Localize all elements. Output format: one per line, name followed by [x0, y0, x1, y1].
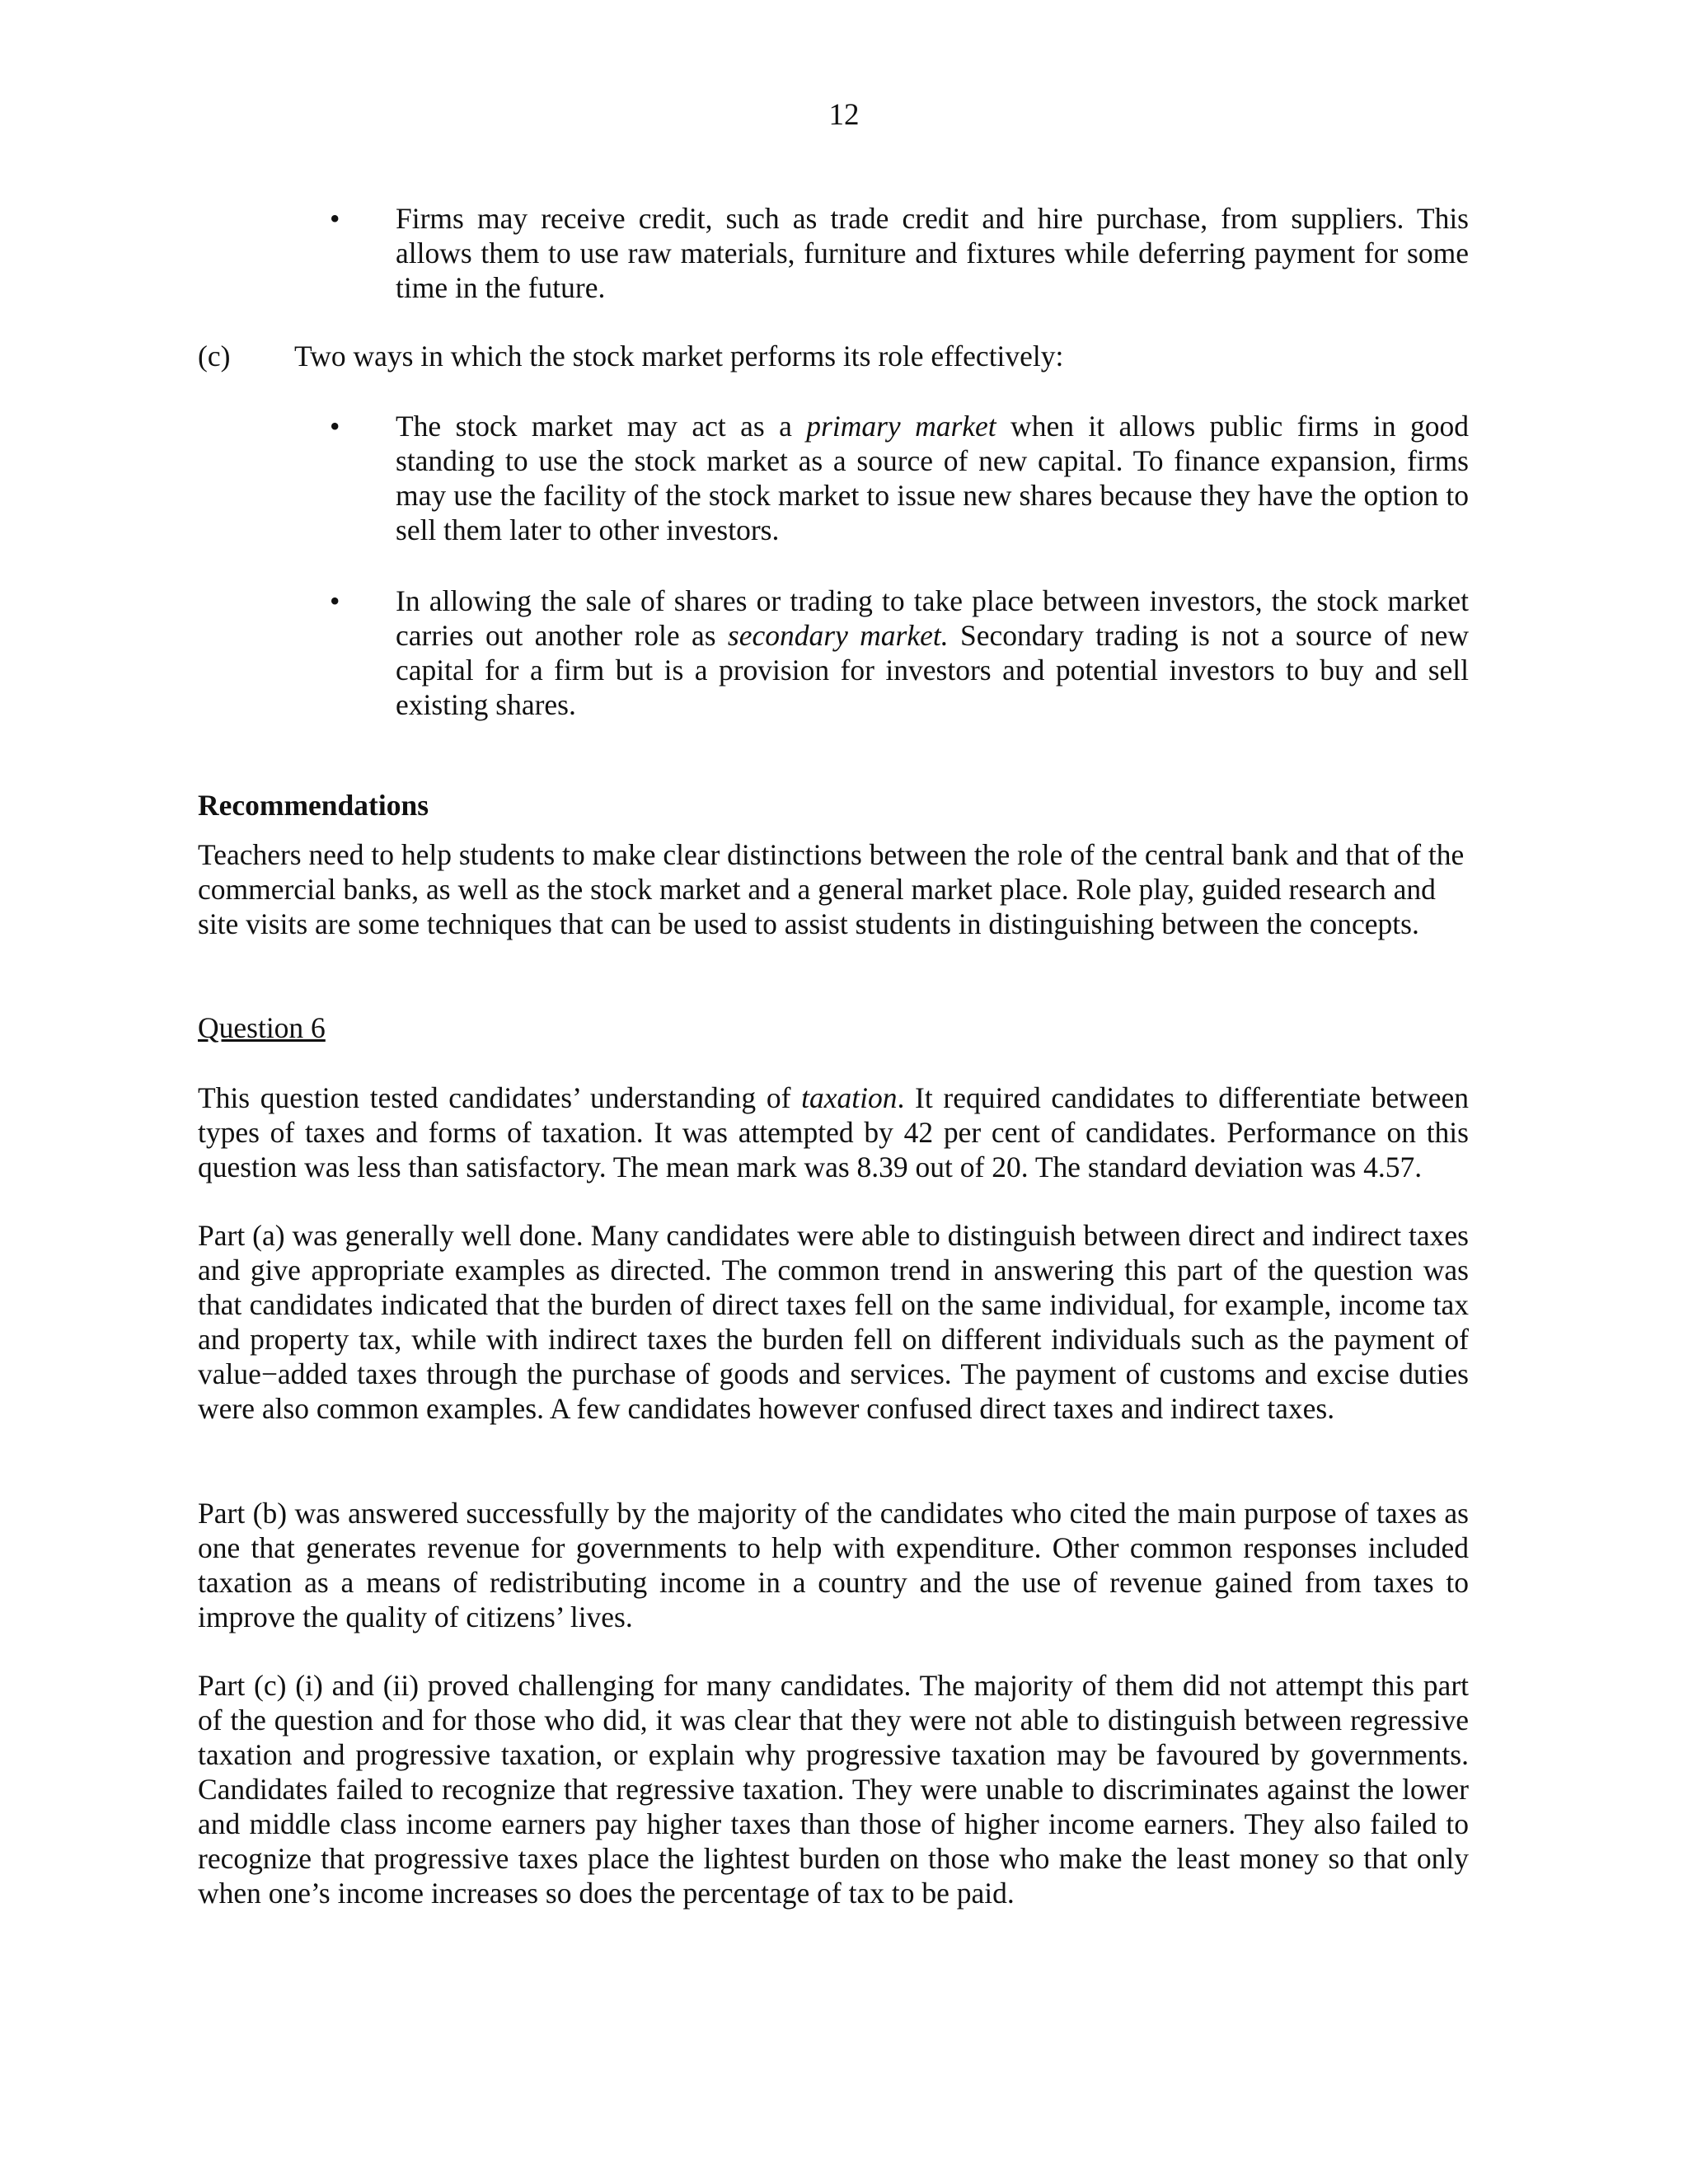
recommendations-body: Teachers need to help students to make clear distinctions between the role of the central bank and that of the commercial banks, as well as the stock market and a general market place. Role play, guided research and site visits are some techniques that can be used to assist students in distinguishing between the concepts. [198, 838, 1465, 940]
primary-market-bullet [396, 409, 1469, 547]
part-c-label: (c) [198, 340, 231, 373]
intro-text-pre: This question tested candidates’ understanding of [198, 1081, 802, 1114]
page-number: 12 [828, 98, 860, 132]
question-6-intro [198, 1080, 1469, 1184]
term-taxation: taxation [801, 1081, 898, 1114]
secondary-market-bullet [396, 583, 1469, 722]
part-b-paragraph: Part (b) was answered successfully by the majority of the candidates who cited the main purpose of taxes as one that generates revenue for governments to help with expenditure. Other common responses included taxation as a means of redistributing income in a country and the use of revenue gained from taxes to improve the quality of citizens’ lives. [198, 1497, 1469, 1633]
bullet-text-post: when it allows public firms in good standing to use the stock market as a source of new capital. To finance expansion, firms may use the facility of the stock market to issue new shares because they have the option to sell them later to other investors. [396, 410, 1470, 546]
part-c-paragraph: Part (c) (i) and (ii) proved challenging for many candidates. The majority of them did not attempt this part of the question and for those who did, it was clear that they were not able to distinguish between regressive taxation and progressive taxation, or explain why progressive taxation may be favoured by governments. Candidates failed to recognize that regressive taxation. They were unable to discriminates against the lower and middle class income earners pay higher taxes than those of higher income earners. They also failed to recognize that progressive taxes place the lightest burden on those who make the least money so that only when one’s income increases so does the percentage of tax to be paid. [198, 1669, 1469, 1910]
recommendations-heading: Recommendations [198, 789, 429, 822]
question-6-heading: Question 6 [198, 1011, 326, 1044]
bullet-marker: • [330, 584, 340, 617]
bullet-marker: • [330, 410, 340, 443]
part-a-paragraph: Part (a) was generally well done. Many candidates were able to distinguish between direct and indirect taxes and give appropriate examples as directed. The common trend in answering this part of the question was that candidates indicated that the burden of direct taxes fell on the same individual, for example, income tax and property tax, while with indirect taxes the burden fell on different individuals such as the payment of value−added taxes through the purchase of goods and services. The payment of customs and excise duties were also common examples. A few candidates however confused direct taxes and indirect taxes. [198, 1219, 1469, 1425]
term-primary-market: primary market [806, 410, 996, 443]
bullet-text-pre: The stock market may act as a [396, 410, 807, 443]
part-c-intro: Two ways in which the stock market performs its role effectively: [294, 340, 1064, 373]
credit-bullet-text: Firms may receive credit, such as trade credit and hire purchase, from suppliers. This allows them to use raw materials, furniture and fixtures while deferring payment for some time in the future. [396, 202, 1469, 304]
term-secondary-market: secondary market. [727, 619, 949, 652]
bullet-text-pre: In allowing the sale of shares or trading to take place between investors, the stock market carries out another role as [396, 584, 1469, 652]
bullet-marker: • [330, 202, 340, 235]
bullet-text-post: Secondary trading is not a source of new capital for a firm but is a provision for investors and potential investors to buy and sell existing shares. [396, 619, 1469, 721]
intro-text-post: . It required candidates to differentiate between types of taxes and forms of taxation. It was attempted by 42 per cent of candidates. Performance on this question was less than satisfactory. The mean mark was 8.39 out of 20. The standard deviation was 4.57. [198, 1081, 1469, 1183]
